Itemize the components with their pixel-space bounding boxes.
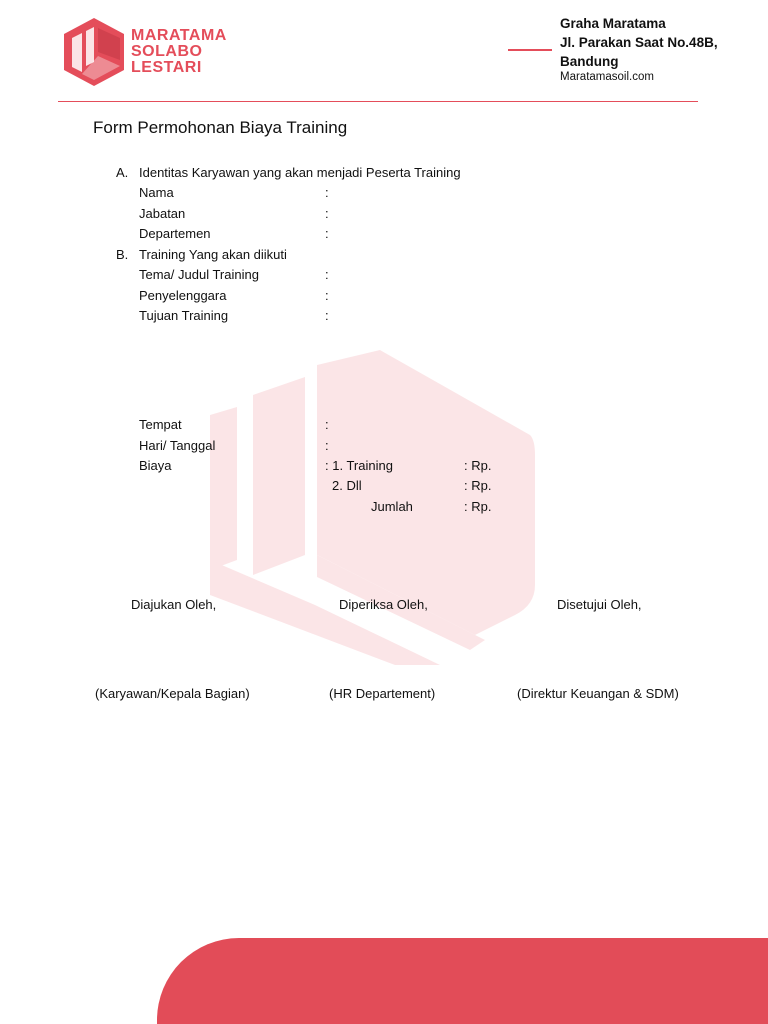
signature-label-checked: Diperiksa Oleh,	[339, 597, 428, 612]
field-colon: :	[325, 226, 329, 241]
signature-label-approved: Disetujui Oleh,	[557, 597, 642, 612]
section-b-heading: Training Yang akan diikuti	[139, 247, 287, 262]
signature-label-submitted: Diajukan Oleh,	[131, 597, 217, 612]
footer-band	[157, 938, 768, 1024]
header-divider	[58, 101, 698, 102]
section-a-heading: Identitas Karyawan yang akan menjadi Peserta Training	[139, 165, 461, 180]
cost-currency: : Rp.	[464, 499, 492, 514]
field-label-jabatan: Jabatan	[139, 206, 186, 221]
section-b-marker: B.	[116, 247, 129, 262]
brand-line-3: LESTARI	[131, 59, 202, 76]
field-label-tempat: Tempat	[139, 417, 182, 432]
signature-role-director: (Direktur Keuangan & SDM)	[517, 686, 679, 701]
cost-currency: : Rp.	[464, 458, 492, 473]
field-label-tema: Tema/ Judul Training	[139, 267, 259, 282]
field-label-hari-tanggal: Hari/ Tanggal	[139, 438, 216, 453]
address-line-3: Bandung	[560, 54, 619, 69]
cost-total-label: Jumlah	[371, 499, 413, 514]
address-line-2: Jl. Parakan Saat No.48B,	[560, 35, 718, 50]
cost-item-dll: 2. Dll	[332, 478, 362, 493]
cost-item-training: : 1. Training	[325, 458, 393, 473]
signature-role-hr: (HR Departement)	[329, 686, 436, 701]
brand-line-2: SOLABO	[131, 43, 203, 60]
brand-line-1: MARATAMA	[131, 27, 227, 44]
field-label-tujuan: Tujuan Training	[139, 308, 229, 323]
company-website: Maratamasoil.com	[560, 71, 654, 83]
signature-role-employee: (Karyawan/Kepala Bagian)	[95, 686, 250, 701]
company-address	[560, 14, 718, 71]
cost-currency: : Rp.	[464, 478, 492, 493]
header-accent-line	[508, 49, 552, 51]
field-colon: :	[325, 185, 329, 200]
field-colon: :	[325, 308, 329, 323]
field-label-nama: Nama	[139, 185, 174, 200]
form-title: Form Permohonan Biaya Training	[93, 118, 348, 137]
field-colon: :	[325, 417, 329, 432]
section-a-marker: A.	[116, 165, 129, 180]
brand-name	[131, 28, 227, 76]
field-label-departemen: Departemen	[139, 226, 211, 241]
address-line-1: Graha Maratama	[560, 16, 666, 31]
field-colon: :	[325, 288, 329, 303]
field-colon: :	[325, 267, 329, 282]
company-logo-icon	[58, 16, 130, 88]
field-colon: :	[325, 438, 329, 453]
field-colon: :	[325, 206, 329, 221]
field-label-penyelenggara: Penyelenggara	[139, 288, 227, 303]
field-label-biaya: Biaya	[139, 458, 172, 473]
